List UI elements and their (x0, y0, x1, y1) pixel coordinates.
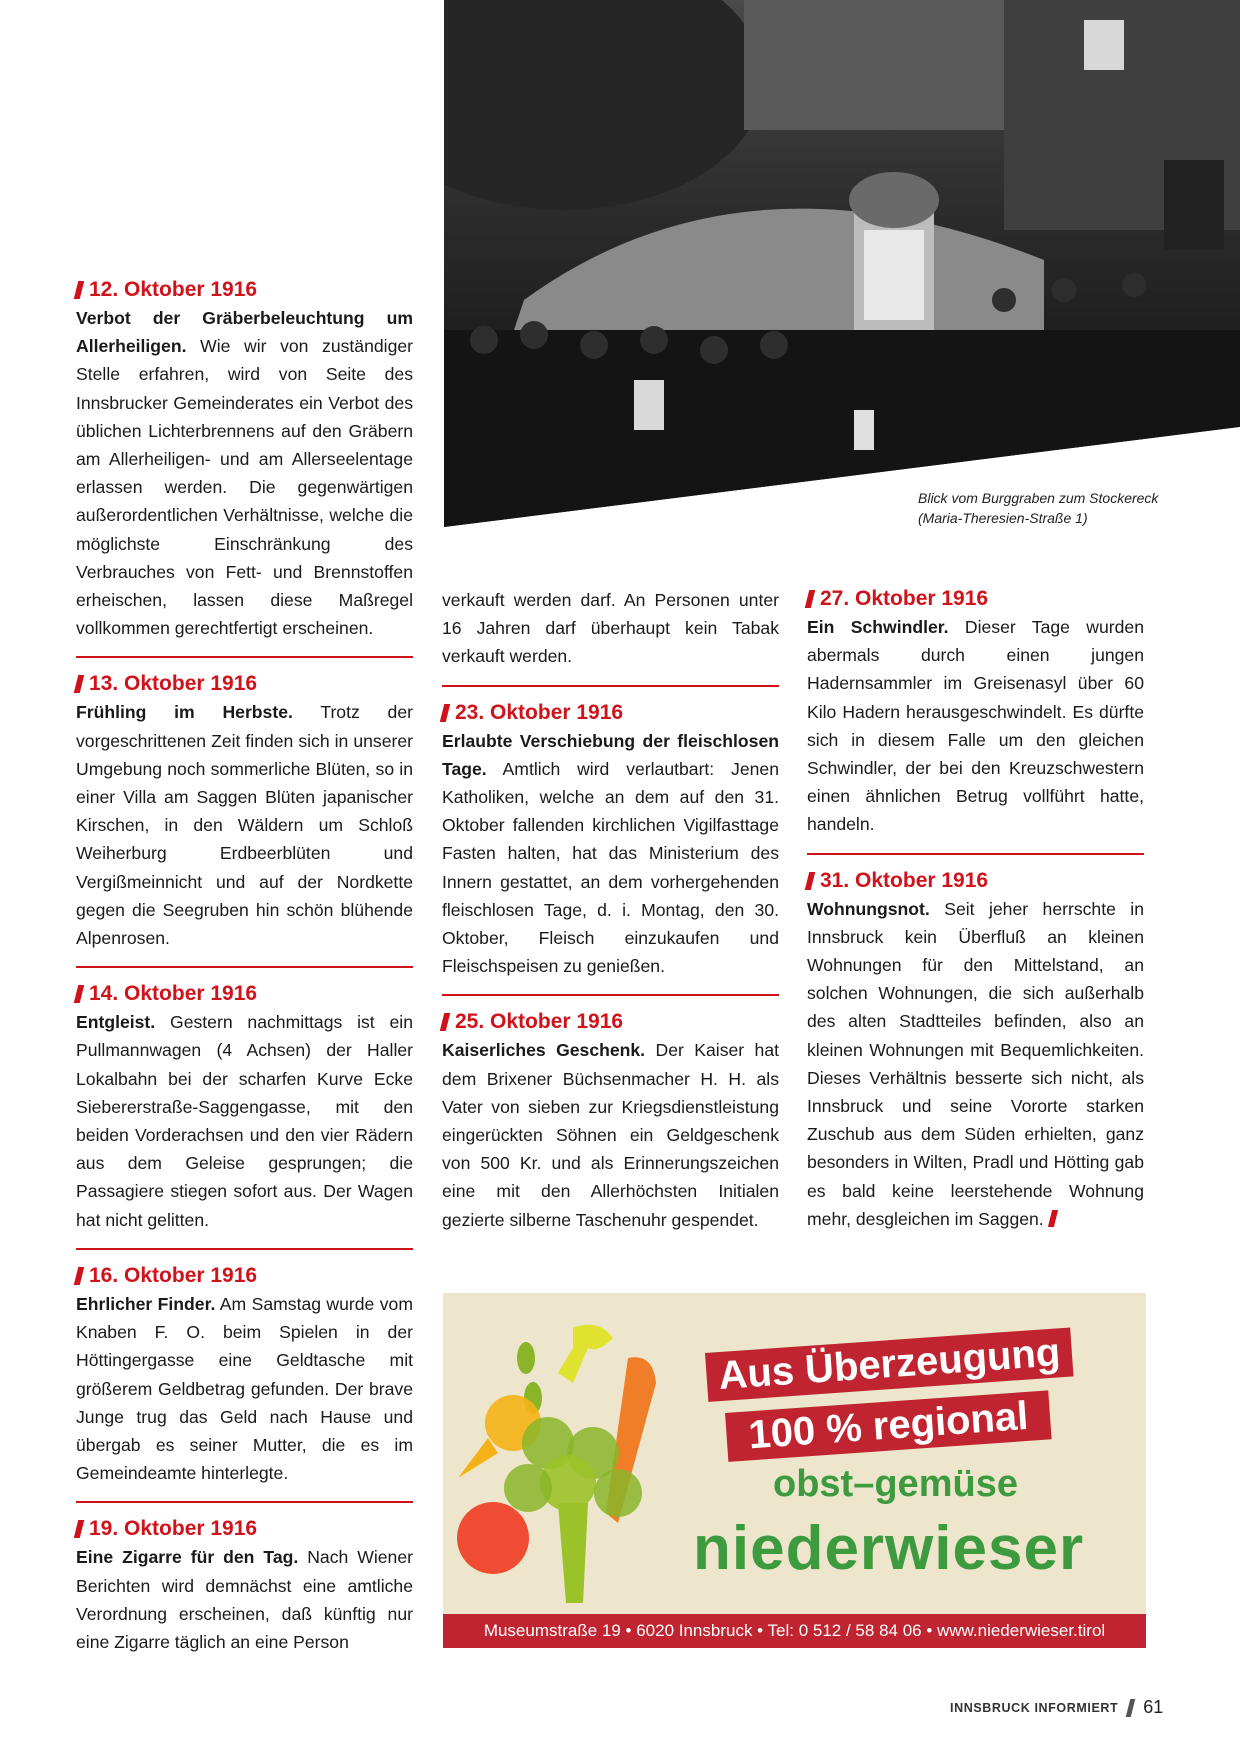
article-body (442, 727, 779, 981)
ad-banner-line2: 100 % regional (725, 1390, 1052, 1461)
article-text: Amtlich wird verlautbart: Jenen Katholiken, welche an dem auf den 31. Oktober fallenden kirchlichen Vigilfasttage Fasten halten, hat das Ministerium des Innern gestattet, an dem vorhergehenden fleischlosen Tage, d. i. Montag, den 30. Oktober, Fleisch einzukaufen und Fleischspeisen zu genießen. (442, 758, 779, 977)
article-title: Eine Zigarre für den Tag. (76, 1547, 299, 1568)
date-text: 25. Oktober 1916 (455, 1010, 624, 1034)
article-title: Entgleist. (76, 1012, 156, 1033)
article-text: Wie wir von zuständiger Stelle erfahren, wird von Seite des Innsbrucker Gemeinderates ein Verbot des üblichen Lichterbrennens auf den Gräbern am Allerheiligen- und am Allerseelentage erlassen werden. Die gegenwärtigen außerordentlichen Verhältnisse, welche die möglichste Einschränkung des Verbrauches von Fett- und Brennstoffen erheischen, lassen diese Maßregel vollkommen gerechtfertigt erscheinen. (76, 336, 414, 639)
date-text: 14. Oktober 1916 (89, 982, 258, 1006)
divider (76, 1501, 413, 1503)
slash-icon (805, 590, 815, 608)
date-text: 12. Oktober 1916 (89, 278, 258, 301)
article-title: Ein Schwindler. (807, 617, 949, 637)
article-12-oktober (76, 276, 413, 642)
photo-caption (918, 488, 1158, 528)
article-date (76, 1515, 413, 1543)
date-text: 31. Oktober 1916 (820, 868, 989, 892)
date-text: 16. Oktober 1916 (89, 1263, 258, 1287)
article-date (807, 867, 1144, 895)
article-date (807, 585, 1144, 613)
article-date (76, 276, 413, 304)
article-title: Erlaubte Verschiebung der fleischlosen Tage. (442, 730, 779, 779)
article-text: Seit jeher herrschte in Innsbruck kein Überfluß an kleinen Wohnungen für den Mittelstand, an solchen Wohnungen, die sich außerhalb des alten Stadtteiles befinden, also an kleinen Wohnungen mit Bequemlichkeiten. Dieses Verhältnis besserte sich nicht, als Innsbruck und seine Vororte starken Zuschub aus dem Süden erhielten, ganz besonders in Wilten, Pradl und Hötting gab es bald keine leerstehende Wohnung mehr, desgleichen im Saggen. (807, 898, 1144, 1229)
article-31-oktober (807, 867, 1144, 1233)
article-body (76, 304, 413, 642)
divider (76, 656, 413, 658)
article-19-oktober (76, 1515, 413, 1656)
historical-photo (444, 0, 1240, 527)
divider (442, 685, 779, 687)
vegetables-illustration-icon (448, 1313, 688, 1613)
article-title: Frühling im Herbste. (76, 702, 293, 723)
divider (76, 966, 413, 968)
article-text: Nach Wiener Berichten wird demnächst eine amtliche Verordnung erscheinen, daß künftig nur eine Zigarre täglich an eine Person (76, 1547, 413, 1652)
article-title: Verbot der Gräberbeleuchtung um Allerheiligen. (76, 308, 413, 357)
column-left (76, 276, 413, 1656)
article-title: Ehrlicher Finder. (76, 1293, 216, 1314)
slash-icon (440, 1013, 450, 1031)
article-23-oktober (442, 699, 779, 981)
photo-scene (444, 0, 1240, 527)
article-title: Wohnungsnot. (807, 898, 930, 919)
article-text: Gestern nachmittags ist ein Pullmannwagen (4 Achsen) der Haller Lokalbahn bei der scharfen Kurve Ecke Siebererstraße-Saggengasse, mit den beiden Vorderachsen und den vier Rädern aus dem Geleise gesprungen; die Passagiere stiegen sofort aus. Der Wagen hat nicht gelitten. (76, 1012, 413, 1230)
article-date (76, 980, 413, 1008)
article-body (76, 1008, 413, 1234)
column-right (807, 585, 1144, 1233)
article-13-oktober (76, 670, 413, 952)
article-body (76, 1290, 413, 1487)
ad-contact-bar[interactable]: Museumstraße 19 • 6020 Innsbruck • Tel: 0 512 / 58 84 06 • www.niederwieser.tirol (443, 1614, 1146, 1648)
date-text: 23. Oktober 1916 (455, 700, 624, 724)
slash-icon (440, 704, 450, 722)
page-number: 61 (1143, 1697, 1164, 1717)
date-text: 19. Oktober 1916 (89, 1517, 258, 1541)
article-text: Dieser Tage wurden abermals durch einen jungen Hadernsammler im Greisenasyl über 60 Kilo Hadern herausgeschwindelt. Es dürfte sich in diesem Falle um den gleichen Schwindler, der bei den Kreuzschwestern einen ähnlichen Betrug vollführt hatte, handeln. (807, 617, 1145, 835)
article-text: Am Samstag wurde vom Knaben F. O. beim Spielen in der Höttingergasse eine Geldtasche mit größerem Geldbetrag gefunden. Der brave Junge trug das Geld nach Hause und übergab es seiner Mutter, die es im Gemeindeamte hinterlegte. (76, 1293, 413, 1484)
article-date (442, 699, 779, 727)
date-text: 27. Oktober 1916 (820, 587, 989, 610)
divider (76, 1248, 413, 1250)
caption-line: (Maria-Theresien-Straße 1) (918, 510, 1088, 526)
end-mark-icon (1048, 1210, 1058, 1227)
ad-brand-logo: niederwieser (693, 1514, 1085, 1583)
slash-icon (74, 985, 84, 1003)
date-text: 13. Oktober 1916 (89, 672, 258, 696)
article-27-oktober (807, 585, 1144, 839)
article-text: Der Kaiser hat dem Brixener Büchsenmacher H. H. als Vater von sieben zur Kriegsdienstleistung eingerückten Söhnen ein Geldgeschenk von 500 Kr. und als Erinnerungszeichen eine mit den Allerhöchsten Initialen gezierte silberne Taschenuhr gespendet. (442, 1040, 779, 1230)
article-body (76, 1543, 413, 1656)
article-text: Trotz der vorgeschrittenen Zeit finden sich in unserer Umgebung noch sommerliche Blüten, so in einer Villa am Saggen Blüten japanischer Kirschen, in den Wäldern um Schloß Weiherburg Erdbeerblüten und Vergißmeinnicht und auf der Nordkette gegen die Seegruben hin schön blühende Alpenrosen. (76, 702, 413, 949)
divider (442, 994, 779, 996)
article-continuation: verkauft werden darf. An Personen unter 16 Jahren darf überhaupt kein Tabak verkauft werden. (442, 590, 779, 667)
slash-icon (74, 1267, 84, 1285)
page-footer (950, 1697, 1163, 1718)
slash-icon (1126, 1699, 1135, 1717)
magazine-name: INNSBRUCK INFORMIERT (950, 1700, 1119, 1715)
article-date (76, 670, 413, 698)
article-14-oktober (76, 980, 413, 1234)
ad-tagline: obst–gemüse (773, 1463, 1018, 1505)
column-middle (442, 586, 779, 1234)
ad-banner-line1: Aus Überzeugung (705, 1327, 1074, 1401)
article-date (76, 1262, 413, 1290)
article-body (442, 1036, 779, 1233)
caption-line: Blick vom Burggraben zum Stockereck (918, 490, 1159, 506)
article-25-oktober (442, 1008, 779, 1233)
article-date (442, 1008, 779, 1036)
article-body (807, 895, 1144, 1233)
slash-icon (74, 281, 84, 299)
article-title: Kaiserliches Geschenk. (442, 1040, 646, 1061)
article-body (807, 613, 1144, 839)
slash-icon (805, 872, 815, 890)
article-body (76, 698, 413, 952)
article-16-oktober (76, 1262, 413, 1487)
advertisement-niederwieser[interactable] (443, 1293, 1146, 1648)
divider (807, 853, 1144, 855)
slash-icon (74, 675, 84, 693)
slash-icon (74, 1520, 84, 1538)
